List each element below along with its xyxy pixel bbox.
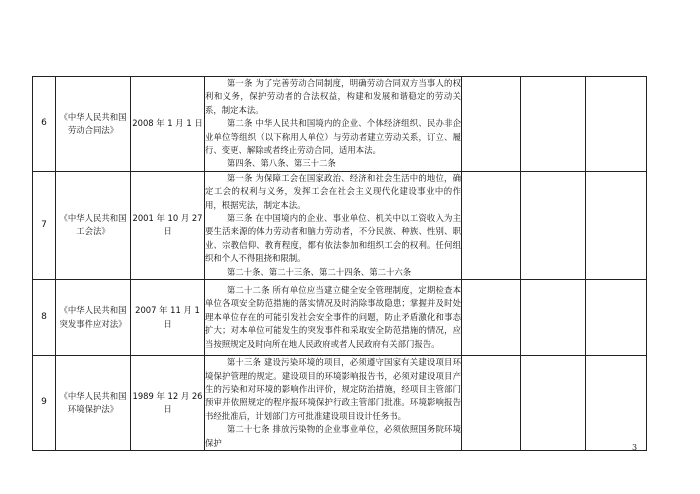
table-row bbox=[33, 280, 647, 356]
effective-date: 2001 年 10 月 27 日 bbox=[131, 171, 205, 279]
article-paragraph: 第三条 在中国境内的企业、事业单位、机关中以工资收入为主要生活来源的体力劳动者和脑力劳动者，不分民族、种族、性别、职业、宗教信仰、教育程度，都有依法参加和组织工会的权利。任何组织和个人不得阻挠和限制。 bbox=[205, 213, 461, 264]
article-paragraph: 第二十二条 所有单位应当建立健全安全管理制度，定期检查本单位各项安全防范措施的落实情况及时消除事故隐患；掌握并及时处理本单位存在的可能引发社会安全事件的问题，防止矛盾激化和事态扩大；对本单位可能发生的突发事件和采取安全防范措施的情况，应当按照规定及时向所在地人民政府或者人民政府有关部门报告。 bbox=[205, 285, 461, 349]
row-number: 7 bbox=[33, 171, 56, 279]
table-body bbox=[33, 77, 647, 451]
empty-cell bbox=[586, 77, 647, 172]
law-name: 《中华人民共和国工会法》 bbox=[56, 171, 131, 279]
table-row bbox=[33, 77, 647, 172]
empty-cell bbox=[586, 171, 647, 279]
empty-cell bbox=[586, 356, 647, 451]
article-paragraph: 第一条 为了完善劳动合同制度，明确劳动合同双方当事人的权利和义务，保护劳动者的合法权益，构建和发展和谐稳定的劳动关系，制定本法。 bbox=[205, 78, 461, 115]
empty-cell bbox=[521, 356, 586, 451]
article-paragraph: 第二十条、第二十三条、第二十四条、第二十六条 bbox=[226, 266, 412, 277]
article-paragraph: 第一条 为保障工会在国家政治、经济和社会生活中的地位，确定工会的权利与义务，发挥工会在社会主义现代化建设事业中的作用，根据宪法，制定本法。 bbox=[205, 172, 461, 210]
page-number: 3 bbox=[632, 443, 638, 452]
empty-cell bbox=[586, 280, 647, 356]
empty-cell bbox=[462, 356, 521, 451]
article-paragraph: 第十三条 建设污染环境的项目，必须遵守国家有关建设项目环境保护管理的规定。建设项目的环境影响报告书，必须对建设项目产生的污染和对环境的影响作出评价，规定防治措施，经项目主管部门预审并依照规定的程序报环境保护行政主管部门批准。环境影响报告书经批准后，计划部门方可批准建设项目设计任务书。 bbox=[205, 357, 461, 421]
table-row bbox=[33, 356, 647, 451]
article-content bbox=[205, 280, 462, 356]
law-name: 《中华人民共和国突发事件应对法》 bbox=[56, 280, 131, 356]
regulations-table bbox=[32, 76, 647, 451]
law-name: 《中华人民共和国劳动合同法》 bbox=[56, 77, 131, 172]
article-paragraph: 第四条、第八条、第三十二条 bbox=[226, 158, 336, 169]
row-number: 6 bbox=[33, 77, 56, 172]
effective-date: 1989 年 12 月 26 日 bbox=[131, 356, 205, 451]
effective-date: 2008 年 1 月 1 日 bbox=[131, 77, 205, 172]
empty-cell bbox=[521, 280, 586, 356]
article-content bbox=[205, 77, 462, 172]
row-number: 8 bbox=[33, 280, 56, 356]
effective-date: 2007 年 11 月 1 日 bbox=[131, 280, 205, 356]
row-number: 9 bbox=[33, 356, 56, 451]
empty-cell bbox=[462, 77, 521, 172]
empty-cell bbox=[462, 171, 521, 279]
empty-cell bbox=[521, 171, 586, 279]
article-content bbox=[205, 356, 462, 451]
article-paragraph: 第二条 中华人民共和国境内的企业、个体经济组织、民办非企业单位等组织（以下称用人单位）与劳动者建立劳动关系，订立、履行、变更、解除或者终止劳动合同，适用本法。 bbox=[205, 118, 461, 156]
table-row bbox=[33, 171, 647, 279]
law-name: 《中华人民共和国环境保护法》 bbox=[56, 356, 131, 451]
empty-cell bbox=[462, 280, 521, 356]
article-paragraph: 第二十七条 排放污染物的企业事业单位，必须依照国务院环境保护 bbox=[205, 424, 461, 448]
article-content bbox=[205, 171, 462, 279]
empty-cell bbox=[521, 77, 586, 172]
